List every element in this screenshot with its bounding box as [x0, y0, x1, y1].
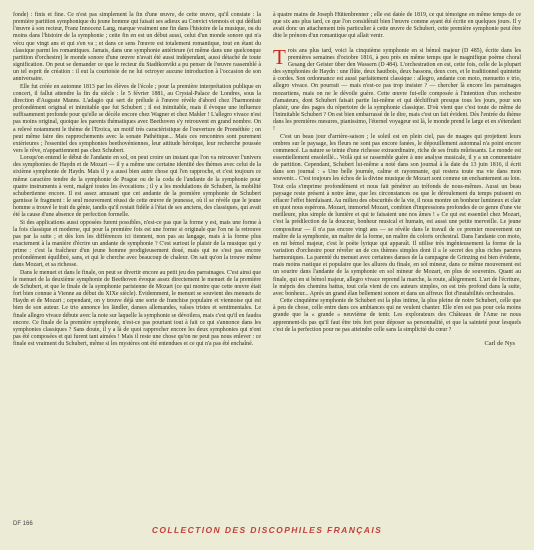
- right-column: [273, 12, 521, 524]
- paragraph: Lorsqu'on entend le début de l'andante en sol, on peut croire un instant que l'on va retrouver l'univers des symphonies de Haydn et de Mozart — il y a même une certaine identité des thèmes avec celui de la sixième symphonie de Haydn. Mais il y a aussi bien autre chose qui l'en rapproche, et c'est toujours ce même caractère tendre de la symphonie de Prague ou de la coda de l'andante de la symphonie pour quatre instruments à vent, malgré toutes les évocations ; il y a les modulations de Schubert, la mobilité schubertienne encore. Il est assez amusant que cet andante de la première symphonie de Schubert garnisse le fragment : le seul mouvement réussi de cette œuvre de jeunesse, où il se révèle que le jeune homme a trouvé le trait du génie, tandis qu'il restait fidèle à l'état de ses anciens, des classiques, qui avait été la cause d'une absence de perfection formelle.: [13, 155, 261, 219]
- paragraph: fonde) : finis et fine. Ce n'est pas simplement la fin d'une œuvre, de cette œuvre, qu'il constate : la première partition symphonique du jeune homme qui faisait ses adieux au Convict viennois et qui dédiait l'œuvre à son recteur, Franz Innocenz Lang, marque vraiment une fin dans l'histoire de la musique, ou du moins dans l'histoire de la symphonie ; cette fin en est un début aussi, celui d'un monde sonore qui n'a vécu que vingt ans et qui s'en va ; et dans ce sens l'œuvre est totalement romantique, tout en étant du classique parmi les romantiques. Jamais, dans une symphonie antérieure (et même dans une quelconque partition d'orchestre) le monde sonore d'une œuvre n'avait été aussi indépendant, aussi détaché de toute signification. On peut se demander ce que le recteur du Stadtkonvikt a pu penser de l'œuvre rassemblé à un tel esprit de création : il eut la courtoisie de ne lui octroyer aucune introduction à l'occasion de son anniversaire.: [13, 12, 261, 83]
- paragraph: à quatre mains de Joseph Hüttenbrenner ; elle est datée de 1819, ce qui témoigne en même temps de ce que six ans plus tard, ce que l'on considérait bien l'œuvre comme ayant été écrite en quelques jours. Il y avait donc un attachement très particulier à cette œuvre de Schubert, cette première symphonie peut être dite le prénom d'un romantique qui allait venir.: [273, 12, 521, 40]
- left-column: [13, 12, 261, 524]
- paragraph: Si des applications aussi opposées furent possibles, n'est-ce pas que la forme y est, mais une forme à la fois classique et moderne, qui pour la première fois est une forme si originale que l'on ne la retrouve pas par la suite ; et dès lors les différences ici tiennent, non pas au langage, mais à la forme plus exactement à la manière d'écrire un andante de symphonie ? C'est surtout le plaisir de la musique qui y prime : c'est la fraîcheur d'un jeune homme prodigieusement doué, mais qui ne s'est pas encore profondément équilibré, sans, et qui le cherche avec beaucoup de chaleur. On sait qu'on la trouve même dans Mozart, et sa richesse.: [13, 219, 261, 269]
- paragraph: Cette cinquième symphonie de Schubert est la plus intime, la plus pleine de notre Schubert, celle que à peu de chose, celle entre dans ces ambiances qui ne veulent chanter. Elle n'en est pas pour cela moins grande que la « grande » neuvième de tenir. Les explorateurs des Châteaux de l'Ame ne nous apprennent-ils pas qu'il faut être très fort pour déposer sa personnalité, et que la sainteté pour lesquels c'est de la perfection pour ne pas atteindre celle sans la simplicité du cœur ?: [273, 298, 521, 333]
- paragraph: [273, 44, 521, 134]
- paragraph: Dans le menuet et dans le finale, on peut se divertir encore au petit jeu des parrainages. C'est ainsi que le menuet de la deuxième symphonie de Beethoven évoque assez directement le menuet de la première de Schubert, et que le finale de la symphonie parisienne de Mozart (ce qui montre que cette œuvre était fort bien connue à Vienne au début du XIXe siècle). Évidemment, le menuet se souvient des menuets de Haydn et de Mozart ; cependant, on y trouve déjà une sorte de franchise populaire et viennoise qui est bien de son auteur. Le trio annonce les ländler, danses allemandes, valses tristes et sentimentales. Le finale allegro vivace débute avec la note sur laquelle la symphonie se dévoilera, mais c'est qu'il en faudra encore. Ce finale de la première symphonie, n'est-ce pas pourtant tout à fait ce qui s'annonce dans les symphonies classiques ? Sans doute, il y a là de quoi rapprocher encore les deux symphonies qui n'ont pas été composées et qui furent tant aimées ! Mais il reste une chose qu'on ne peut pas nous enlever : ce finale est vraiment du Schubert, même si les mystères ont été entendues et ce qui n'a pas été enchaîné.: [13, 269, 261, 348]
- paragraph: Elle fut créée en automne 1813 par les élèves de l'école ; pour la première interprétation publique en concert, il fallut attendre la fin du siècle : le 5 février 1881, au Crystal-Palace de Londres, sous la direction d'Auguste Manns. L'adagio qui sert de prélude à l'œuvre révèle d'abord chez l'harmoniste profondément original et inimitable que fut Schubert ; il est inimitable, mais il évoque une influence suffisamment profonde pour qu'elle se décèle encore chez Wagner et chez Mahler ! L'allegro vivace n'est pas moins original, quoique les parents thématiques avec Beethoven s'y retrouvent en grand nombre. On a relevé notamment le thème de l'Eroica, un motif très caractéristique de l'ouverture de Prométhée ; on peut même faire des rapprochements avec la sonate Pathétique... Mais ces rencontres sont purement extérieures ; l'essentiel des symphonies beethovéniennes, leur attitude héroïque, leur recherche poussée vers le rêve, n'appartiennent pas chez Schubert.: [13, 83, 261, 154]
- catalog-number: DF 166: [13, 521, 33, 527]
- author-signature: Carl de Nys: [484, 339, 515, 347]
- paragraph: C'est un beau jour d'arrière-saison ; le soleil est en plein ciel, pas de nuages qui projettent leurs ombres sur le paysage, les fleurs ne sont pas encore fanées, le dépouillement automnal n'a point encore commencé. La nature se teinte d'une richesse extraordinaire, riche de ses fruits mûrissants. Le monde est essentiellement ensoleillé... Voilà qui se rassemble guère à une analyse musicale, il y a un commentaire de partition. Cependant, Schubert lui-même a noté dans son journal à la date du 13 juin 1816, il écrit dans son journal : « Une belle journée, calme et rayonnante, qui restera toute ma vie dans mon souvenir... C'est toujours les échos de la divine musique de Mozart sont comme un enchantement au loin. Tout cela s'imprime profondément et nous fait pénétrer au tréfonds de nous-mêmes. Aussi un beau paysage reste présent à notre âme, que les circonstances ou que le déroulement du temps puissent en effacer l'effet bienfaisant. Au milieu des obscurités de la vie, il nous montre un bonheur lumineux et clair en quoi nous espérons. Mozart, immortel Mozart, combien d'impressions profondes de ce genre d'une vie meilleure, plus simple de lumière et qui te faisaient une nos âmes ! » Ce qui est essentiel chez Mozart, c'est la prédilection de la douceur, bonheur musical et humain, est aussi une petite merveille. Le jeune compositeur — il n'a pas encore vingt ans — se révèle dans le travail de ce premier mouvement un maître de la symphonie, un maître de la forme, un maître du coloris orchestral. Dans l'andante con moto, en mi bémol majeur, c'est le poète lyrique qui apparaît. Il utilise très ingénieusement la forme de la variation d'orchestre pour révéler un de ces thèmes simples dont il a le secret des plus riches parures harmoniques. La parenté du menuet avec certaines danses de la campagne de Grinzing est bien évidente, mais moins rustique et populaire que les allures du finale, en sol mineur, dans ce même mouvement est un sourire dans l'andante de la symphonie en sol mineur de Mozart, en plus de souvenirs. Quant au finale, qui en si bémol majeur, allegro vivace reprend la marche, la route, allègrement. L'art de l'écriture, le mépris des chemins battus, tout cela vient de ces auteurs simples, on est très profond dans la suite, avec bonheur... Après un grand élan bellement sonore et dans un affreux flot d'instabilités orchestrales.: [273, 133, 521, 297]
- paragraph-text: rois ans plus tard, voici la cinquième symphonie en si bémol majeur (D 485), écrite dans les premières semaines d'octobre 1816, à peu près en même temps que le magnifique poème choral Gesang der Geister über den Wassern (D 484). L'orchestration en est, cette fois, celle de la plupart des symphonies de Haydn : une flûte, deux hautbois, deux bassons, deux cors, et le traditionnel quintette à cordes. Son ordonnance est aussi parfaitement classique : allegro, andante con moto, menuetto e trio, allegro vivace. On pourrait — mais n'est-ce pas trop insister ? — chercher là encore les parrainages mozartiens, mais on ne le dévoile guère. Cette œuvre fut-elle composée à l'intention d'un orchestre d'amateurs, dont Schubert faisait partie lui-même et qui déchiffrait presque tous les jours, pour son plaisir, une des pages du répertoire de la symphonie classique. D'où vient que c'est toute de même de l'inimitable Schubert ? On est bien embarrassé de le dire, mais c'est un fait évident. Dès l'entrée du thème dans les premières mesures, pianissimo, l'éternel voyageur est là, le monde prend le large et en s'étendant !: [273, 47, 521, 133]
- spacer: [273, 41, 521, 48]
- text-columns: [13, 12, 521, 524]
- drop-cap: T: [273, 44, 286, 69]
- collection-title: COLLECTION DES DISCOPHILES FRANÇAIS: [151, 525, 383, 535]
